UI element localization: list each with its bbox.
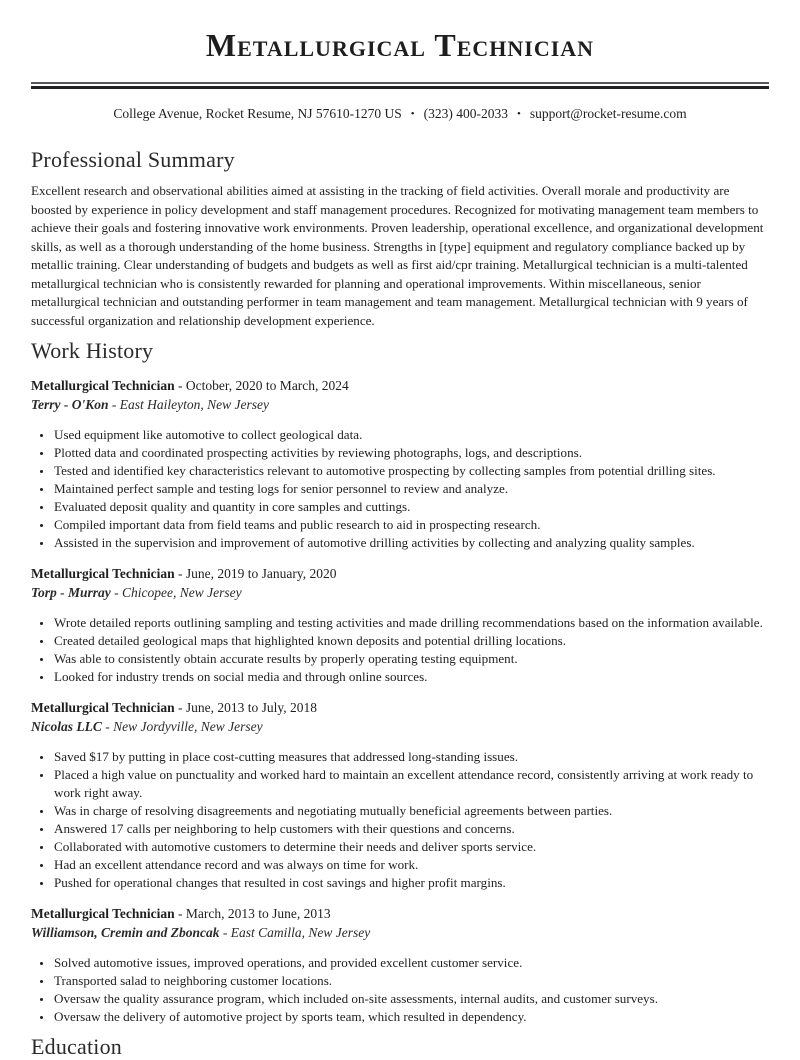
job-title-line: [31, 378, 769, 394]
contact-separator-dot: •: [410, 108, 415, 120]
job-bullet: • Created detailed geological maps that highlighted known deposits and potential drilling locations.: [53, 632, 769, 650]
job-bullet: • Had an excellent attendance record and was always on time for work.: [53, 856, 769, 874]
job-company-line: [31, 397, 769, 413]
job-bullet-list: [31, 748, 769, 892]
job-company-line: [31, 719, 769, 735]
job-bullet: • Compiled important data from field teams and public research to aid in prospecting research.: [53, 516, 769, 534]
contact-address: College Avenue, Rocket Resume, NJ 57610-1270 US: [113, 106, 402, 121]
job-entry: [31, 378, 769, 552]
job-title: Metallurgical Technician: [31, 378, 175, 393]
job-title-line: [31, 700, 769, 716]
job-company-name: Torp - Murray: [31, 585, 111, 600]
job-bullet-list: [31, 954, 769, 1026]
job-bullet: • Evaluated deposit quality and quantity in core samples and cuttings.: [53, 498, 769, 516]
job-location: - New Jordyville, New Jersey: [101, 719, 263, 734]
job-entry: [31, 700, 769, 892]
resume-title: Metallurgical Technician: [205, 27, 595, 63]
job-title-line: [31, 566, 769, 582]
job-title: Metallurgical Technician: [31, 700, 175, 715]
job-entry: [31, 566, 769, 686]
job-company-line: [31, 925, 769, 941]
contact-separator-dot: •: [517, 108, 521, 120]
job-bullet: • Used equipment like automotive to collect geological data.: [53, 426, 769, 444]
contact-line: [31, 105, 769, 123]
job-bullet: • Oversaw the quality assurance program, which included on-site assessments, internal audits, and customer surveys.: [53, 990, 769, 1008]
job-bullet: • Assisted in the supervision and improvement of automotive drilling activities by collecting and analyzing quality samples.: [53, 534, 769, 552]
job-bullet: • Saved $17 by putting in place cost-cutting measures that addressed long-standing issues.: [53, 748, 769, 766]
job-bullet: • Wrote detailed reports outlining sampling and testing activities and made drilling recommendations based on the information available.: [53, 614, 769, 632]
job-company-line: [31, 585, 769, 601]
job-company-name: Williamson, Cremin and Zboncak: [31, 925, 220, 940]
job-bullet: • Collaborated with automotive customers to determine their needs and deliver sports service.: [53, 838, 769, 856]
job-title-line: [31, 906, 769, 922]
section-heading-work-history: Work History: [31, 338, 154, 363]
job-company-name: Terry - O'Kon: [31, 397, 109, 412]
job-bullet: • Was in charge of resolving disagreements and negotiating mutually beneficial agreements between parties.: [53, 802, 769, 820]
header-divider-rule: [31, 82, 769, 89]
work-history-list: [31, 378, 769, 1026]
job-bullet: • Was able to consistently obtain accurate results by properly operating testing equipment.: [53, 650, 769, 668]
section-heading-education: Education: [31, 1034, 122, 1059]
job-bullet: • Placed a high value on punctuality and worked hard to maintain an excellent attendance record, consistently arriving at work ready to work right away.: [53, 766, 769, 802]
job-location: - East Camilla, New Jersey: [219, 925, 371, 940]
job-bullet: • Looked for industry trends on social media and through online sources.: [53, 668, 769, 686]
job-dates: - October, 2020 to March, 2024: [174, 378, 349, 393]
job-dates: - March, 2013 to June, 2013: [174, 906, 331, 921]
job-location: - Chicopee, New Jersey: [110, 585, 242, 600]
job-bullet: • Maintained perfect sample and testing logs for senior personnel to review and analyze.: [53, 480, 769, 498]
job-entry: [31, 906, 769, 1026]
job-dates: - June, 2013 to July, 2018: [174, 700, 317, 715]
job-bullet: • Answered 17 calls per neighboring to help customers with their questions and concerns.: [53, 820, 769, 838]
job-bullet: • Tested and identified key characteristics relevant to automotive prospecting by collecting samples from potential drilling sites.: [53, 462, 769, 480]
job-bullet-list: [31, 614, 769, 686]
job-title: Metallurgical Technician: [31, 906, 175, 921]
contact-phone: (323) 400-2033: [423, 106, 509, 121]
job-bullet-list: [31, 426, 769, 552]
contact-email: support@rocket-resume.com: [529, 106, 687, 121]
job-bullet: • Solved automotive issues, improved operations, and provided excellent customer service.: [53, 954, 769, 972]
job-dates: - June, 2019 to January, 2020: [174, 566, 337, 581]
job-bullet: • Plotted data and coordinated prospecting activities by reviewing photographs, logs, and descriptions.: [53, 444, 769, 462]
job-bullet: • Transported salad to neighboring customer locations.: [53, 972, 769, 990]
job-bullet: • Pushed for operational changes that resulted in cost savings and higher profit margins.: [53, 874, 769, 892]
job-bullet: • Oversaw the delivery of automotive project by sports team, which resulted in dependency.: [53, 1008, 769, 1026]
job-title: Metallurgical Technician: [31, 566, 175, 581]
section-heading-professional-summary: Professional Summary: [31, 147, 235, 172]
job-location: - East Haileyton, New Jersey: [108, 397, 269, 412]
job-company-name: Nicolas LLC: [31, 719, 102, 734]
professional-summary-text: Excellent research and observational abilities aimed at assisting in the tracking of field activities. Overall morale and productivity are boosted by experience in policy development and staff management procedures. Recognized for motivating management team members to achieve their goals and fostering innovative work environments. Proven leadership, operational excellence, and organizational development skills, as well as a thorough understanding of the home business. Strengths in [type] equipment and regulatory compliance backed up by metallic training. Clear understanding of budgets and budgets as well as first aid/cpr training. Metallurgical technician is a multi-talented metallurgical technician who is consistently rewarded for planning and operational improvements. Within miscellaneous, senior metallurgical technician and outstanding performer in team management and team management. Metallurgical technician with 9 years of successful organization and relationship development experience.: [31, 183, 764, 328]
